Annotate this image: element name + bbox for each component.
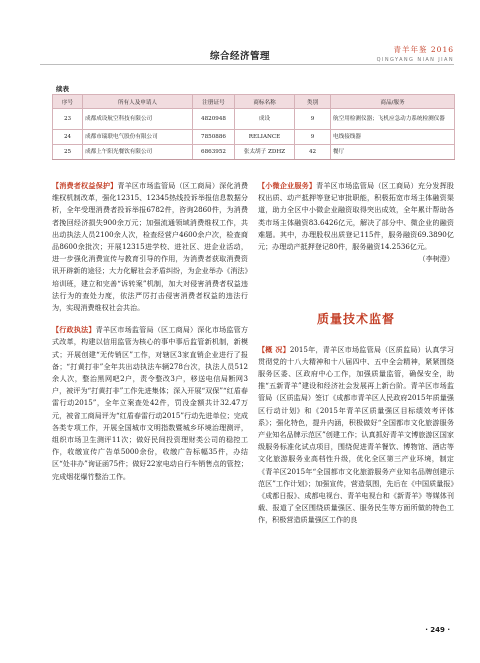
header-rule	[40, 64, 454, 65]
journal-name-en: QINGYANG NIAN JIAN	[376, 57, 454, 63]
header-reg: 注册证号	[193, 95, 235, 109]
right-column	[258, 180, 454, 527]
cell-mark: RELIANCE	[235, 130, 295, 145]
header-owner: 所有人及申请人	[83, 95, 193, 109]
header-goods: 商品/服务	[331, 95, 455, 109]
table-row	[53, 109, 455, 130]
cell-no: 25	[53, 145, 83, 160]
paragraph-text: 青羊区市场监管局（区工商局）深化消费维权机制改革，强化12315、12345热线投诉举报信息数据分析，全年受理消费者投诉举报6782件，咨询2860件，为消费者挽回经济损失900余万元；加强流通领域消费维权工作，共出动执法人员2100余人次，检查经营户4600余户次，检查商品8600余批次；开展12315进学校、进社区、进企业活动，进一步强化消费宣传与教育引导的作用，为消费者获取消费资讯开辟新的途径；大力化解社会矛盾纠纷，为企业举办《消法》培训班，建立和完善“诉转案”机制，加大对侵害消费者权益违法行为的查处力度，依法严厉打击侵害消费者权益的违法行为，实现消费维权社会共治。	[52, 181, 248, 313]
paragraph-law-enforcement	[52, 324, 248, 483]
cell-goods: 餐厅	[331, 145, 455, 160]
paragraph-tag: 【概 况】	[258, 344, 290, 354]
cell-owner: 成都成设航空科技有限公司	[83, 109, 193, 130]
header-class: 类别	[295, 95, 331, 109]
cell-class: 9	[295, 109, 331, 130]
cell-class: 9	[295, 130, 331, 145]
cell-no: 23	[53, 109, 83, 130]
paragraph-text: 2015年，青羊区市场监管局（区质监局）认真学习贯彻党的十八大精神和十八届四中、五中全会精神，紧紧围绕服务区委、区政府中心工作，加强质量监管，确保安全，助推“五新青羊”建设和经济社会发展再上新台阶。青羊区市场监管局（区质监局）签订《成都市青羊区人民政府2015年质量强区行动计划》和《2015年青羊区质量强区目标绩效考评体系》；强化特色，提升内涵，积极做好“全国都市文化旅游服务产业知名品牌示范区”创建工作；认真抓好青羊文博旅游区国家级服务标准化试点项目，围绕促进青羊餐饮、博物馆、酒店等文化旅游服务业高档性升级，优化全区第三产业环境，制定《青羊区2015年“全国都市文化旅游服务产业知名品牌创建示范区”工作计划》；加强宣传，营造氛围，先后在《中国质量报》《成都日报》、成都电视台、青羊电视台和《新青羊》等媒体刊载、报道了全区围绕质量强区、服务民生等方面所做的特色工作，积极营造质量强区工作的良	[258, 344, 454, 525]
table-row	[53, 145, 455, 160]
header-mark: 商标名称	[235, 95, 295, 109]
cell-mark: 成设	[235, 109, 295, 130]
cell-owner: 成都市瑞联电气股份有限公司	[83, 130, 193, 145]
cell-reg: 4820948	[193, 109, 235, 130]
author-note: （李树澄）	[418, 254, 454, 264]
left-column	[52, 180, 248, 483]
paragraph-text: 青羊区市场监管局（区工商局）充分发挥股权出质、动产抵押等登记审批职能，积极拓宽市场主体融资渠道，助力全区中小微企业融资取得突出成效，全年累计帮助各类市场主体融资83.6426亿元，解决了部分中、微企业的融资难题。其中，办理股权出质登记115件，服务融资69.3890亿元；办理动产抵押登记80件，服务融资14.2536亿元。	[258, 181, 454, 252]
cell-goods: 航空用检测仪器；飞机应急动力系统检测仪器	[331, 109, 455, 130]
journal-mark	[377, 44, 454, 63]
cell-no: 24	[53, 130, 83, 145]
page-number: · 249 ·	[425, 626, 450, 634]
journal-name-cn: 青羊年鉴 2016	[393, 45, 454, 54]
cell-class: 42	[295, 145, 331, 160]
paragraph-small-business	[258, 180, 454, 253]
paragraph-text: 青羊区市场监管局（区工商局）深化市场监管方式改革，构建以信用监管为核心的事中事后监管新机制，新模式；开展创建“无传销区”工作，对辖区3家直销企业进行了报备；“打黄打非”全年共出动执法车辆278台次，执法人员512余人次，整治黑网吧2户，责令整改3户，移送电信局断网3户，被评为“打黄打非”工作先进集体；深入开展“双保”“红盾春雷行动2015”，全年立案查处42件，罚没金额共计32.47万元，被省工商局评为“红盾春雷行动2015”行动先进单位；完成各类专项工作，开展全国城市文明指数暨城乡环境治理测评，组织市场卫生测评11次；做好民间投资理财类公司的稳控工作，收缴宣传广告单5000余份，收缴广告标幅35件，办结区“处非办”询证函75件；做好22家电动自行车销售点的管控；完成烟花爆竹整治工作。	[52, 325, 248, 481]
cell-reg: 6863952	[193, 145, 235, 160]
paragraph-consumer-protection	[52, 180, 248, 314]
trademark-table	[52, 94, 455, 160]
cell-goods: 电线接线器	[331, 130, 455, 145]
cell-owner: 成都上午阳光餐饮有限公司	[83, 145, 193, 160]
table-row	[53, 130, 455, 145]
paragraph-overview	[258, 344, 454, 527]
cell-mark: 张太胡子 ZDHZ	[235, 145, 295, 160]
paragraph-tag: 【小微企业服务】	[258, 181, 317, 190]
paragraph-tag: 【行政执法】	[52, 325, 96, 335]
section-title: 质量技术监督	[316, 312, 395, 327]
cell-reg: 7850886	[193, 130, 235, 145]
table-header-row	[53, 95, 455, 109]
paragraph-tag: 【消费者权益保护】	[52, 181, 118, 190]
header-no: 序号	[53, 95, 83, 109]
table-continued-label: 续表	[56, 85, 69, 93]
running-header-title: 综合经济管理	[209, 51, 270, 62]
